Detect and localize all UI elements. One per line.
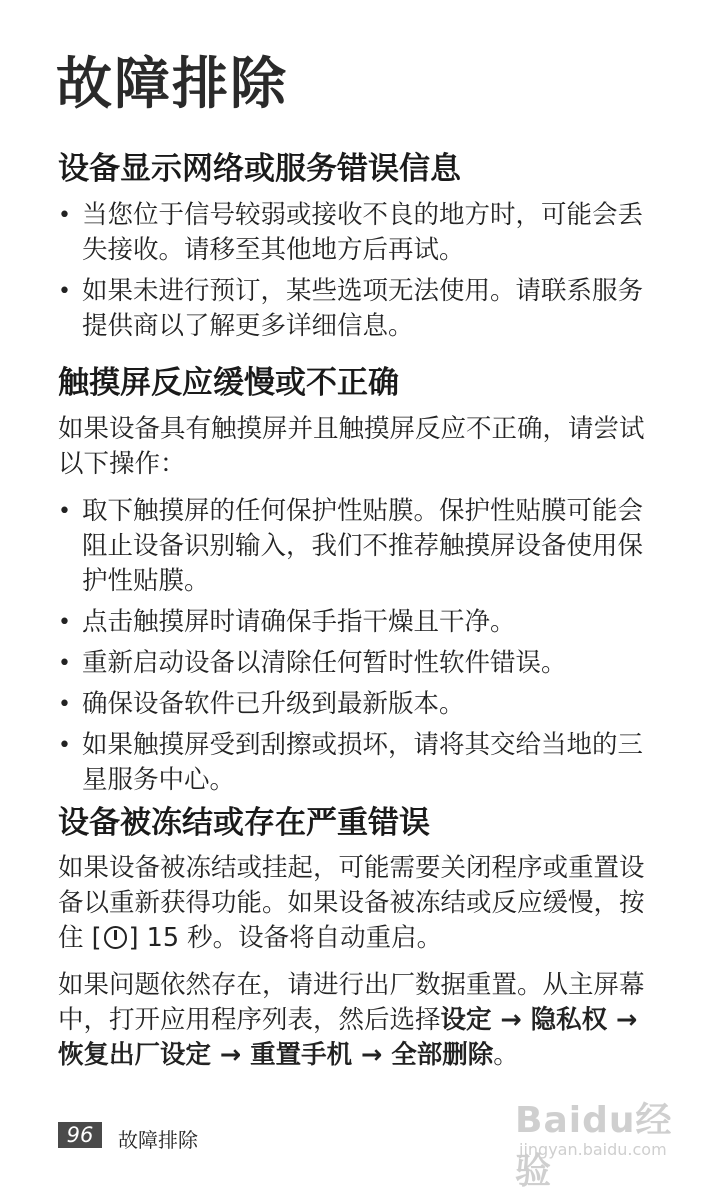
power-icon — [104, 926, 127, 949]
menu-path: 设定 → 隐私权 → 恢复出厂设定 → 重置手机 → 全部删除 — [58, 1005, 638, 1070]
section-heading-touchscreen: 触摸屏反应缓慢或不正确 — [58, 365, 399, 401]
section-touchscreen-body — [58, 412, 668, 804]
list-item: • 如果未进行预订，某些选项无法使用。请联系服务提供商以了解更多详细信息。 — [58, 274, 668, 344]
page-number-badge: 96 — [58, 1122, 102, 1148]
watermark-logo: Baidu经验 — [515, 1100, 673, 1192]
list-item: • 确保设备软件已升级到最新版本。 — [58, 687, 668, 722]
baidu-watermark — [515, 1080, 705, 1192]
list-item: • 如果触摸屏受到刮擦或损坏，请将其交给当地的三星服务中心。 — [58, 728, 668, 798]
section-network-error-body — [58, 198, 668, 350]
paragraph-text: 如果设备被冻结或挂起，可能需要关闭程序或重置设备以重新获得功能。如果设备被冻结或反应缓慢，按住 [ — [58, 853, 645, 953]
paragraph-text: 如果问题依然存在，请进行出厂数据重置。从主屏幕中，打开应用程序列表，然后选择 — [58, 970, 645, 1035]
bullet-list — [58, 494, 668, 798]
paragraph-text: 。 — [493, 1040, 519, 1070]
section-intro: 如果设备具有触摸屏并且触摸屏反应不正确，请尝试以下操作： — [58, 414, 645, 479]
footer-section-label: 故障排除 — [118, 1128, 198, 1152]
section-frozen-body — [58, 851, 668, 1073]
list-item: • 点击触摸屏时请确保手指干燥且干净。 — [58, 605, 668, 640]
page-title: 故障排除 — [56, 52, 288, 117]
list-item: • 当您位于信号较弱或接收不良的地方时，可能会丢失接收。请移至其他地方后再试。 — [58, 198, 668, 268]
list-item: • 重新启动设备以清除任何暂时性软件错误。 — [58, 646, 668, 681]
bullet-list — [58, 198, 668, 344]
section-heading-network-error: 设备显示网络或服务错误信息 — [58, 151, 461, 187]
section-heading-frozen: 设备被冻结或存在严重错误 — [58, 805, 430, 841]
reset-paragraph — [58, 968, 668, 1073]
list-item: • 取下触摸屏的任何保护性贴膜。保护性贴膜可能会阻止设备识别输入，我们不推荐触摸屏设备使用保护性贴膜。 — [58, 494, 668, 599]
watermark-url: jingyan.baidu.com — [519, 1140, 667, 1159]
frozen-paragraph — [58, 851, 668, 956]
paragraph-text: ] 15 秒。设备将自动重启。 — [128, 923, 443, 953]
